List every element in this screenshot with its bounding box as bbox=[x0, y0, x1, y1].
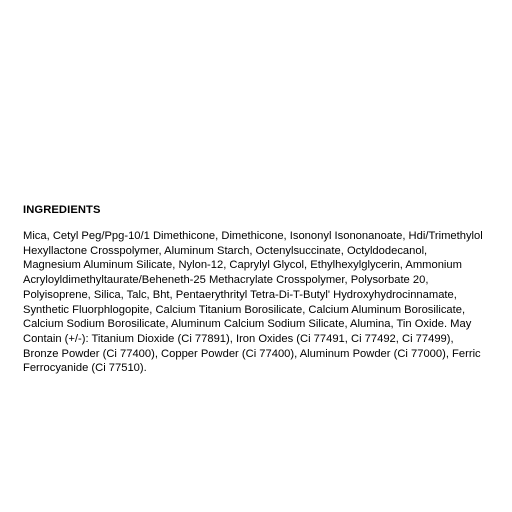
ingredients-line: Bronze Powder (Ci 77400), Copper Powder (Ci 77400), Aluminum Powder (Ci 77000), Ferric bbox=[23, 347, 481, 360]
ingredients-line: Hexyllactone Crosspolymer, Aluminum Starch, Octenylsuccinate, Octyldodecanol, bbox=[23, 244, 428, 257]
ingredients-line: Calcium Sodium Borosilicate, Aluminum Calcium Sodium Silicate, Alumina, Tin Oxide. May bbox=[23, 318, 472, 331]
ingredients-line: Ferrocyanide (Ci 77510). bbox=[23, 362, 147, 375]
ingredients-line: Polyisoprene, Silica, Talc, Bht, Pentaerythrityl Tetra-Di-T-Butyl' Hydroxyhydrocinnamate, bbox=[23, 288, 457, 301]
ingredients-panel bbox=[23, 203, 493, 376]
ingredients-list bbox=[23, 229, 493, 376]
ingredients-line: Synthetic Fluorphlogopite, Calcium Titanium Borosilicate, Calcium Aluminum Borosilicate, bbox=[23, 303, 466, 316]
ingredients-line: Contain (+/-): Titanium Dioxide (Ci 77891), Iron Oxides (Ci 77491, Ci 77492, Ci 77499), bbox=[23, 332, 454, 345]
ingredients-line: Mica, Cetyl Peg/Ppg-10/1 Dimethicone, Dimethicone, Isononyl Isononanoate, Hdi/Trimethylol bbox=[23, 230, 483, 242]
ingredients-line: Acryloyldimethyltaurate/Beheneth-25 Methacrylate Crosspolymer, Polysorbate 20, bbox=[23, 274, 429, 287]
ingredients-heading: INGREDIENTS bbox=[23, 204, 101, 216]
ingredients-line: Magnesium Aluminum Silicate, Nylon-12, Caprylyl Glycol, Ethylhexylglycerin, Ammonium bbox=[23, 259, 462, 272]
